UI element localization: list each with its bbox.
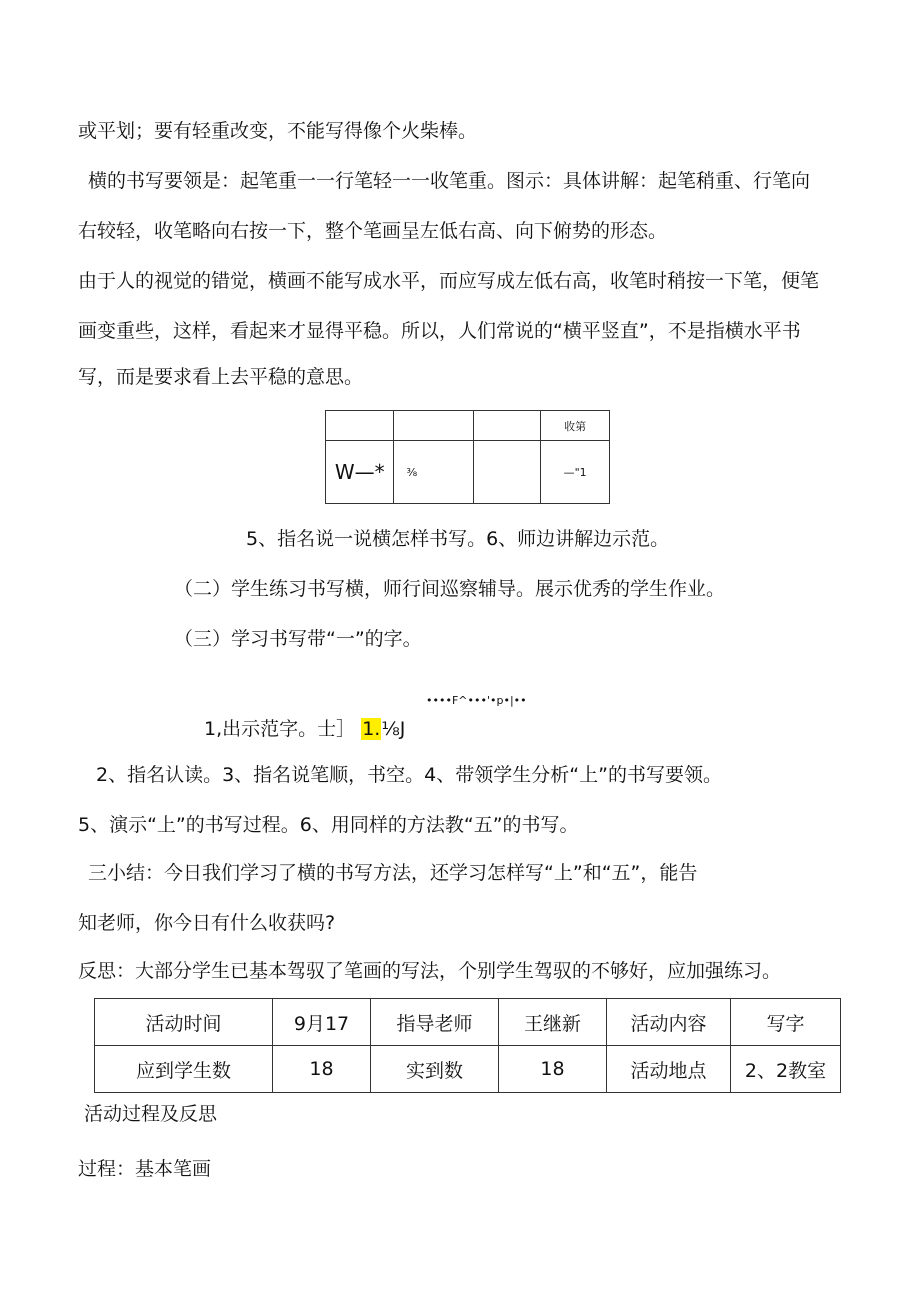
stroke-cell: W—* [326, 441, 394, 504]
paragraph-line: 横的书写要领是：起笔重一一行笔轻一一收笔重。图示：具体讲解：起笔稍重、行笔向 [88, 170, 811, 192]
paragraph-line: 或平划；要有轻重改变，不能写得像个火柴棒。 [78, 120, 478, 142]
step-line: （二）学生练习书写横，师行间巡察辅导。展示优秀的学生作业。 [174, 578, 726, 600]
activity-cell: 9月17 [273, 999, 371, 1046]
step-tail: ⅛J [381, 718, 406, 740]
step-line: 5、指名说一说横怎样书写。6、师边讲解边示范。 [246, 528, 670, 550]
step-line: （三）学习书写带“一”的字。 [174, 628, 422, 650]
activity-cell: 王继新 [499, 999, 607, 1046]
stroke-cell [474, 441, 541, 504]
step-line: 2、指名认读。3、指名说笔顺，书空。4、带领学生分析“上”的书写要领。 [96, 764, 722, 786]
step-line: 三小结：今日我们学习了横的书写方法，还学习怎样写“上”和“五”，能告 [88, 862, 698, 884]
paragraph-line: 画变重些，这样，看起来才显得平稳。所以，人们常说的“横平竖直”，不是指横水平书 [78, 320, 801, 342]
activity-cell: 写字 [731, 999, 841, 1046]
activity-cell: 活动地点 [607, 1046, 731, 1093]
step-line: 5、演示“上”的书写过程。6、用同样的方法教“五”的书写。 [78, 814, 579, 836]
activity-cell: 18 [273, 1046, 371, 1093]
activity-cell: 实到数 [371, 1046, 499, 1093]
paragraph-line: 写，而是要求看上去平稳的意思。 [78, 366, 364, 388]
activity-cell: 指导老师 [371, 999, 499, 1046]
activity-cell: 应到学生数 [95, 1046, 273, 1093]
stroke-header-cell [394, 411, 474, 441]
stroke-header-cell: 收第 [541, 411, 610, 441]
activity-cell: 活动时间 [95, 999, 273, 1046]
activity-cell: 2、2教室 [731, 1046, 841, 1093]
activity-cell: 18 [499, 1046, 607, 1093]
highlight-mark: 1. [362, 718, 381, 740]
reflection-line: 反思：大部分学生已基本驾驭了笔画的写法，个别学生驾驭的不够好，应加强练习。 [78, 960, 782, 982]
step-line [204, 716, 405, 742]
step-line: 知老师，你今日有什么收获吗? [78, 912, 336, 934]
stroke-cell: —"1 [541, 441, 610, 504]
paragraph-line: 由于人的视觉的错觉，横画不能写成水平，而应写成左低右高，收笔时稍按一下笔，便笔 [78, 270, 820, 292]
section-heading: 活动过程及反思 [84, 1103, 218, 1125]
stroke-header-cell [474, 411, 541, 441]
activity-cell: 活动内容 [607, 999, 731, 1046]
activity-table [94, 998, 841, 1093]
paragraph-line: 右较轻，收笔略向右按一下，整个笔画呈左低右高、向下俯势的形态。 [78, 220, 668, 242]
noise-text: ••••F^•••'•p•|•• [426, 694, 527, 707]
step-text: 1,出示范字。士］ [204, 718, 356, 740]
stroke-diagram-table [325, 410, 610, 504]
stroke-cell: ⅜ [394, 441, 474, 504]
section-heading: 过程：基本笔画 [78, 1158, 212, 1180]
stroke-header-cell [326, 411, 394, 441]
